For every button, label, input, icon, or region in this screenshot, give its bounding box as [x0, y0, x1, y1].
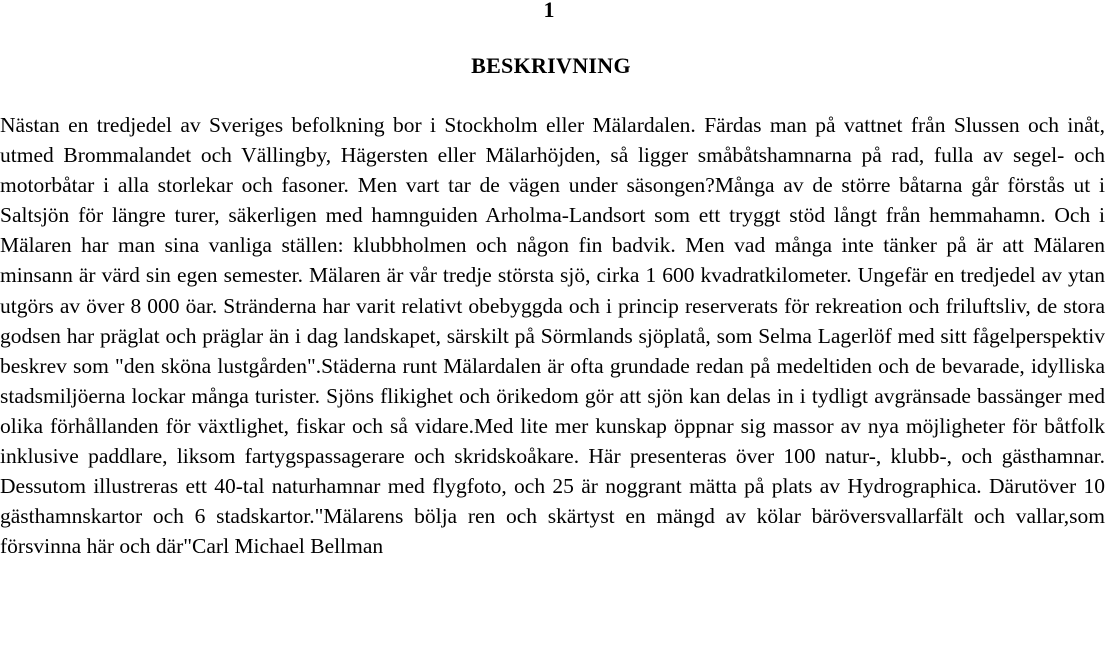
page-number: 1 [543, 0, 555, 22]
body-paragraph: Nästan en tredjedel av Sveriges befolkning bor i Stockholm eller Mälardalen. Färdas man på vattnet från Slussen och inåt, utmed Brommalandet och Vällingby, Hägersten eller Mälarhöjden, så ligger småbåtshamnarna på rad, fulla av segel- och motorbåtar i alla storlekar och fasoner. Men vart tar de vägen under säsongen?Många av de större båtarna går förstås ut i Saltsjön för längre turer, säkerligen med hamnguiden Arholma-Landsort som ett tryggt stöd långt från hemmahamn. Och i Mälaren har man sina vanliga ställen: klubbholmen och någon fin badvik. Men vad många inte tänker på är att Mälaren minsann är värd sin egen semester. Mälaren är vår tredje största sjö, cirka 1 600 kvadratkilometer. Ungefär en tredjedel av ytan utgörs av över 8 000 öar. Stränderna har varit relativt obebyggda och i princip reserverats för rekreation och friluftsliv, de stora godsen har präglat och präglar än i dag landskapet, särskilt på Sörmlands sjöplatå, som Selma Lagerlöf med sitt fågelperspektiv beskrev som "den sköna lustgården".Städerna runt Mälardalen är ofta grundade redan på medeltiden och de bevarade, idylliska stadsmiljöerna lockar många turister. Sjöns flikighet och örikedom gör att sjön kan delas in i tydligt avgränsade bassänger med olika förhållanden för växtlighet, fiskar och så vidare.Med lite mer kunskap öppnar sig massor av nya möjligheter för båtfolk inklusive paddlare, liksom fartygspassagerare och skridskoåkare. Här presenteras över 100 natur-, klubb-, och gästhamnar. Dessutom illustreras ett 40-tal naturhamnar med flygfoto, och 25 är noggrant mätta på plats av Hydrographica. Därutöver 10 gästhamnskartor och 6 stadskartor."Mälarens bölja ren och skärtyst en mängd av kölar bäröversvallarfält och vallar,som försvinna här och där"Carl Michael Bellman [0, 113, 1105, 559]
page-heading: BESKRIVNING [471, 53, 631, 78]
